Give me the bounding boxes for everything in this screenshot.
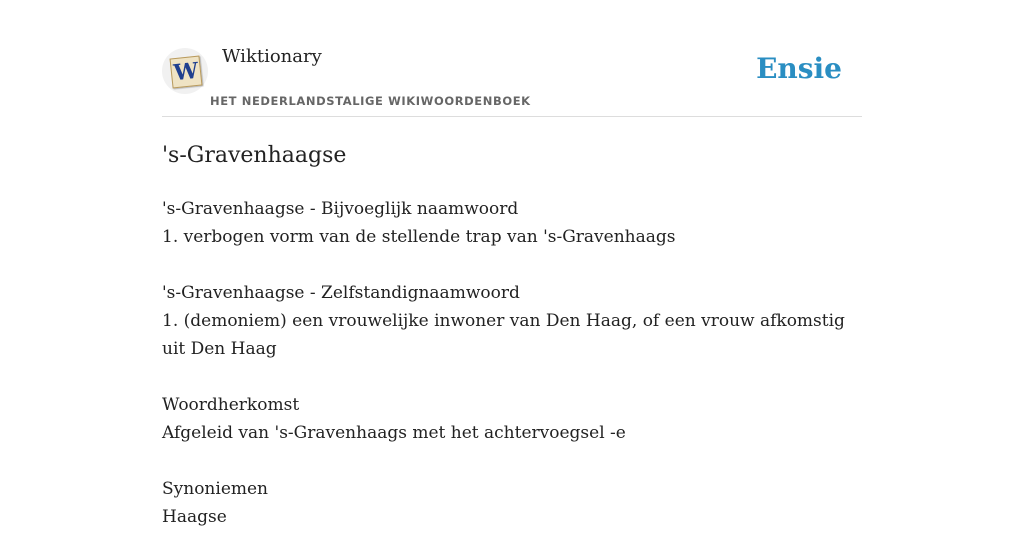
- section-heading: 's-Gravenhaagse - Bijvoeglijk naamwoord: [162, 199, 519, 219]
- section-heading: Synoniemen: [162, 479, 269, 499]
- page-title: 's-Gravenhaagse: [162, 143, 347, 168]
- section-text: Haagse: [162, 507, 227, 527]
- site-header: [162, 0, 862, 117]
- wiktionary-logo-icon[interactable]: [162, 48, 208, 94]
- logo-letter: W: [170, 56, 203, 89]
- site-tagline: HET NEDERLANDSTALIGE WIKIWOORDENBOEK: [210, 94, 531, 108]
- section-text: 1. verbogen vorm van de stellende trap van 's-Gravenhaags: [162, 227, 676, 247]
- site-name[interactable]: Wiktionary: [222, 46, 322, 67]
- section-text: 1. (demoniem) een vrouwelijke inwoner van Den Haag, of een vrouw afkomstig uit Den Haag: [162, 311, 845, 359]
- section-heading: 's-Gravenhaagse - Zelfstandignaamwoord: [162, 283, 520, 303]
- section-etymology: [162, 391, 862, 447]
- definition-content: [162, 195, 862, 531]
- page-container: [162, 0, 862, 559]
- section-text: Afgeleid van 's-Gravenhaags met het achtervoegsel -e: [162, 423, 626, 443]
- ensie-brand-link[interactable]: Ensie: [756, 52, 842, 85]
- section-synonyms: [162, 475, 862, 531]
- section-heading: Woordherkomst: [162, 395, 300, 415]
- section-noun: [162, 279, 862, 363]
- section-adjective: [162, 195, 862, 251]
